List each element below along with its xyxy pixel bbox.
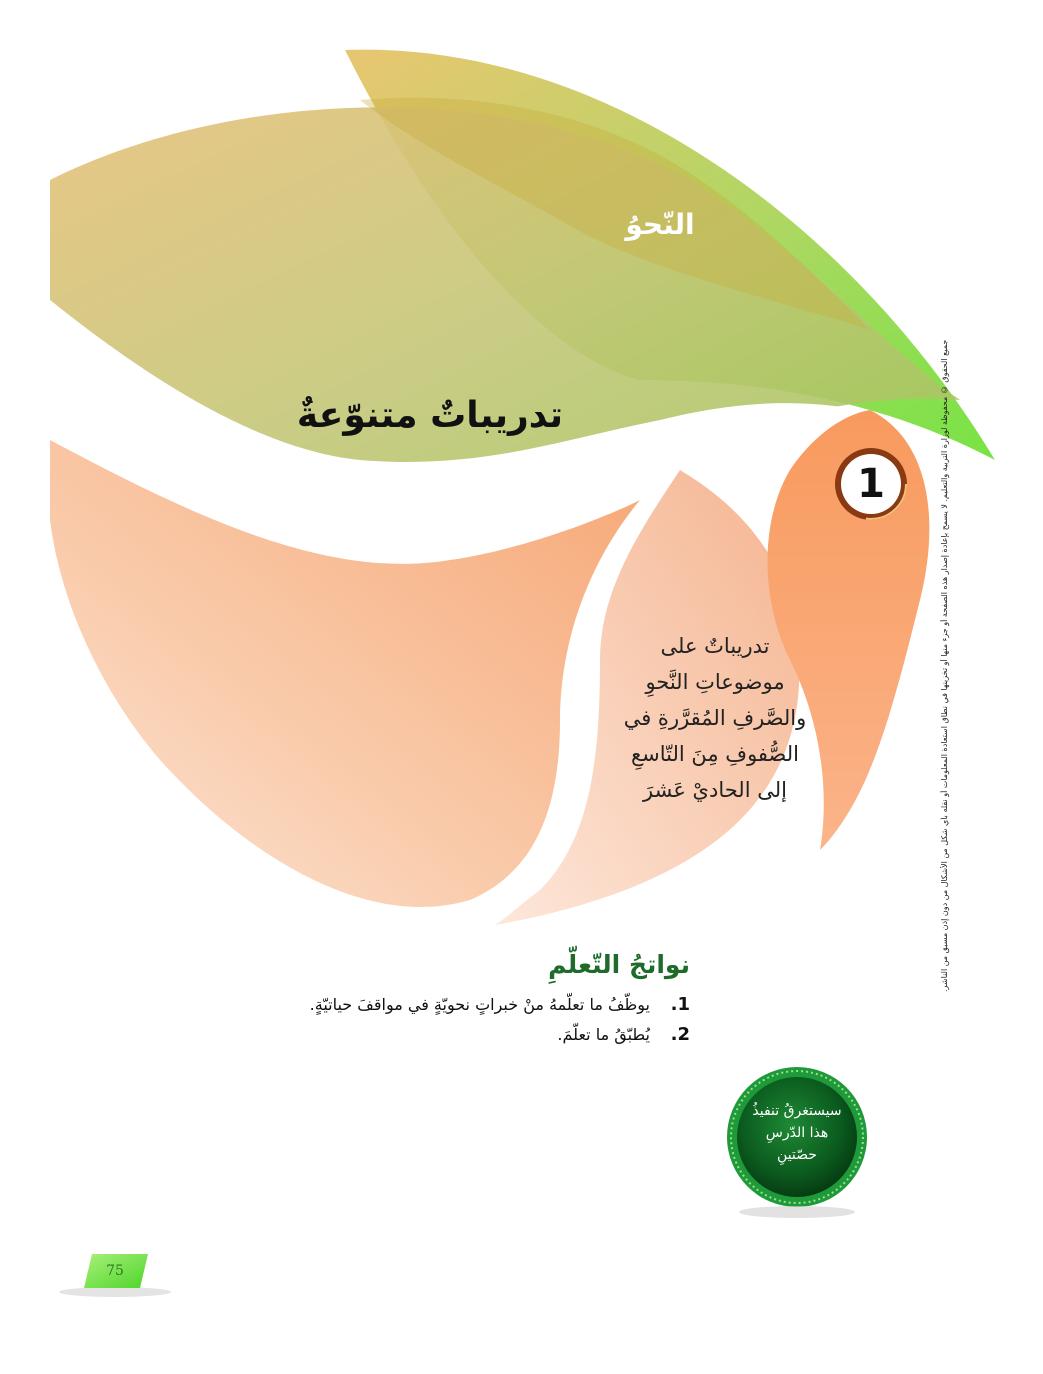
outcome-item	[200, 1024, 690, 1054]
description-line: موضوعاتِ النَّحوِ	[645, 670, 785, 694]
duration-line: سيستغرقُ تنفيذُ	[752, 1103, 842, 1119]
lesson-number-badge	[835, 448, 907, 520]
outcome-text: يوظّفُ ما تعلّمهُ منْ خبراتٍ نحويّةٍ في مواقفَ حياتيّةٍ.	[309, 995, 650, 1014]
description-line: والصَّرفِ المُقرَّرةِ في	[623, 706, 807, 730]
page-number: 75	[106, 1263, 124, 1279]
outcome-text: يُطبّقُ ما تعلّمَ.	[557, 1025, 650, 1044]
page-number-box	[82, 1254, 148, 1288]
outcome-index: 2.	[670, 1024, 690, 1045]
outcomes-list	[200, 994, 690, 1054]
outcome-index: 1.	[670, 994, 690, 1015]
duration-line: هذا الدّرسِ	[765, 1125, 829, 1141]
copyright-notice: جميع الحقوق © محفوظة لوزارة التربية والتعليم. لا يسمح بإعادة إصدار هذه الصفحة أو جزء منها أو تخزينها في نطاق استعادة المعلومات أو نقله بأي شكل من الأشكال من دون إذن مسبق من الناشر.	[940, 340, 949, 993]
duration-badge	[722, 1062, 872, 1212]
lesson-number: 1	[857, 461, 885, 507]
lesson-description	[585, 628, 845, 808]
description-line: تدريباتٌ على	[660, 634, 770, 658]
duration-line: حصّتينِ	[777, 1147, 817, 1163]
subject-title: النّحوُ	[625, 208, 695, 241]
description-line: إلى الحاديْ عَشرَ	[643, 778, 787, 802]
duration-text	[737, 1100, 857, 1166]
description-line: الصُّفوفِ مِنَ التّاسعِ	[630, 742, 799, 766]
outcome-item	[200, 994, 690, 1024]
lesson-title: تدريباتٌ متنوّعةٌ	[296, 395, 564, 436]
outcomes-heading: نواتجُ التّعلّمِ	[548, 950, 690, 979]
